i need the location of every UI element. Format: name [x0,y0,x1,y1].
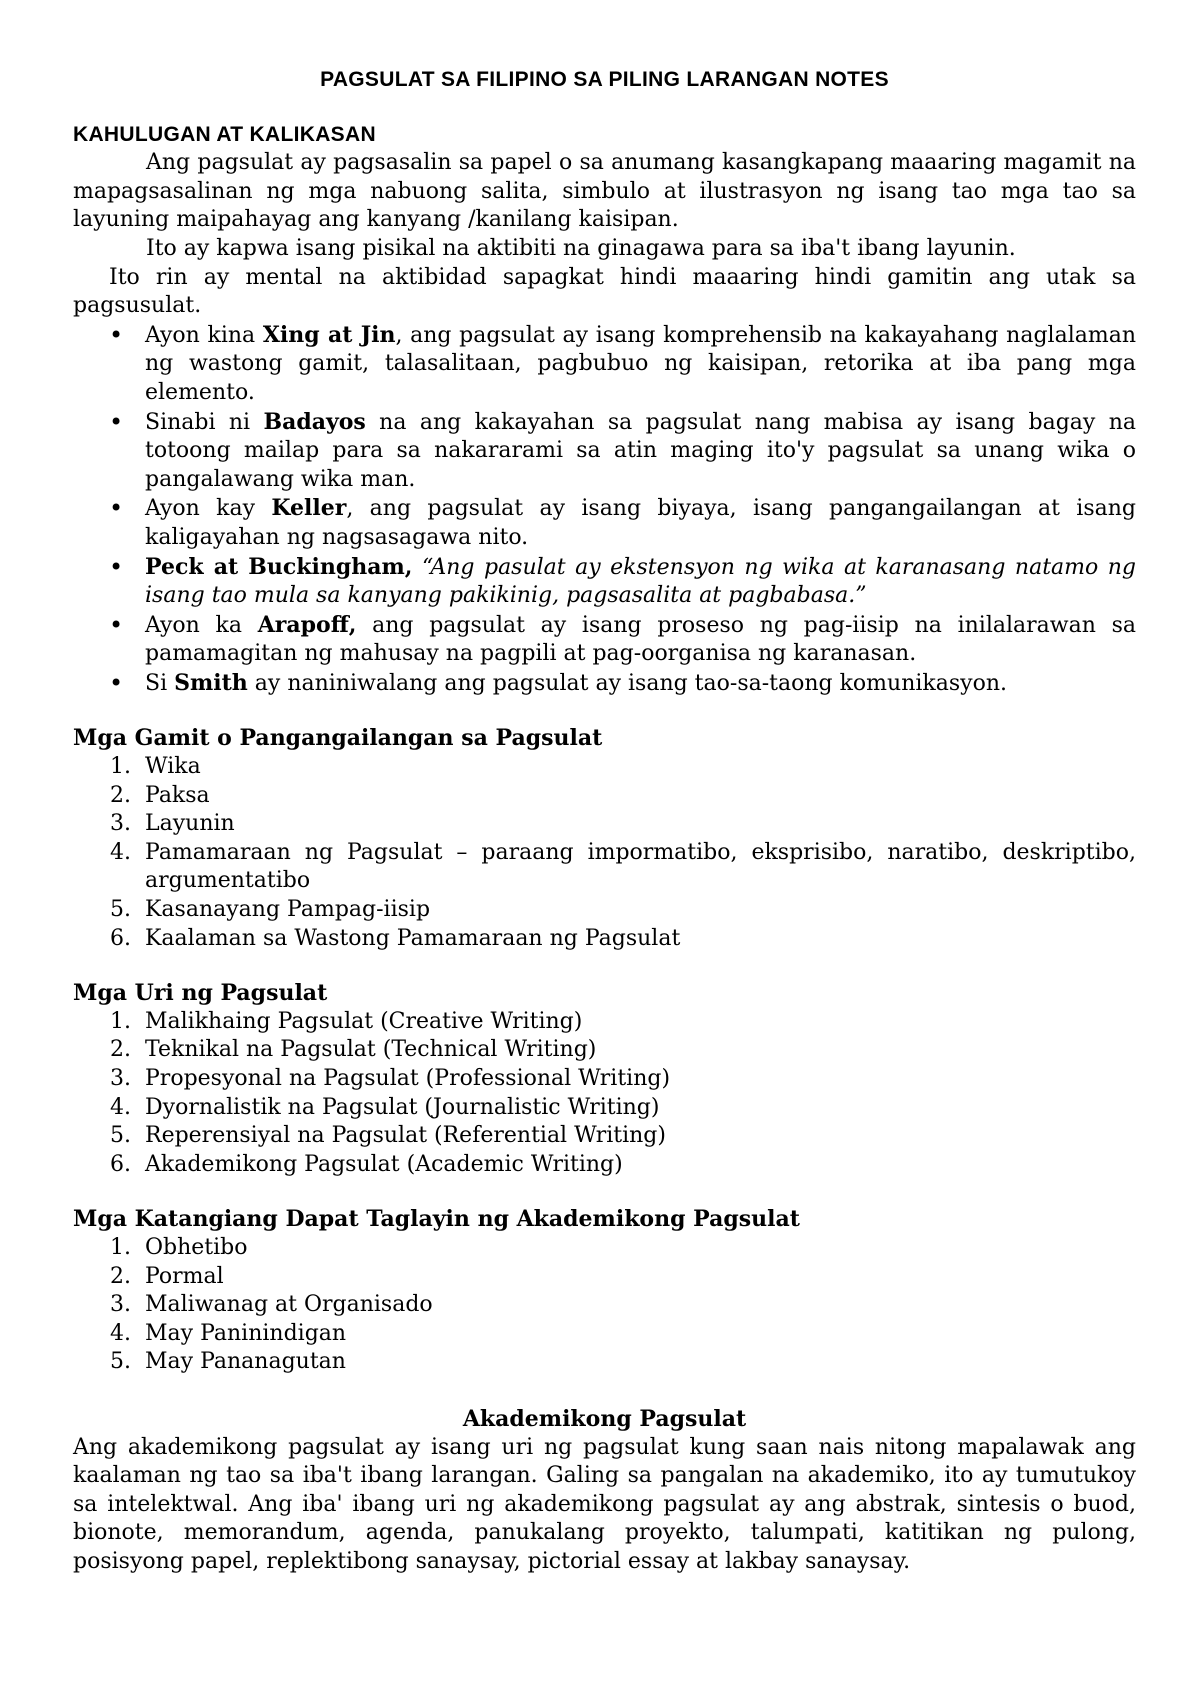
list-item: 6. Kaalaman sa Wastong Pamamaraan ng Pagsulat [110,925,681,951]
numbered-list-gamit [73,753,1136,953]
author-name: Keller [271,495,347,522]
section-heading-uri: Mga Uri ng Pagsulat [73,980,328,1007]
list-item [145,553,1136,611]
list-item: 5. May Pananagutan [110,1349,346,1375]
list-item: 2. Paksa [110,782,210,808]
definitions-list [73,321,1136,699]
paragraph: Ang akademikong pagsulat ay isang uri ng pagsulat kung saan nais nitong mapalawak ang kaalaman ng tao sa iba't ibang larangan. Galing sa pangalan na akademiko, ito ay tumutukoy sa intelektwal. Ang iba' ibang uri ng akademikong pagsulat ay ang abstrak, sintesis o buod, bionote, memorandum, agenda, panukalang proyekto, talumpati, katitikan ng pulong, posisyong papel, replektibong sanaysay, pictorial essay at lakbay sanaysay. [73,1434,1136,1574]
section-heading-gamit: Mga Gamit o Pangangailangan sa Pagsulat [73,725,603,752]
quote: “Ang pasulat ay ekstensyon ng wika at karanasang natamo ng isang tao mula sa kanyang pakikinig, pagsasalita at pagbabasa.” [145,554,1136,609]
list-item: 5. Reperensiyal na Pagsulat (Referential Writing) [110,1123,666,1149]
list-item: 3. Layunin [110,811,235,837]
author-name: Peck at Buckingham, [145,553,413,580]
list-item: • Ayon kina Xing at Jin, ang pagsulat ay isang komprehensib na kakayahang naglalaman ng wastong gamit, talasalitaan, pagbubuo ng kaisipan, retorika at iba pang mga elemento. [145,321,1136,408]
document-title: PAGSULAT SA FILIPINO SA PILING LARANGAN NOTES [320,68,889,91]
section-heading-kahulugan: KAHULUGAN AT KALIKASAN [73,122,376,146]
list-item: 1. Malikhaing Pagsulat (Creative Writing) [110,1008,583,1034]
list-item: 1. Wika [110,754,201,780]
list-item: 4. May Paninindigan [110,1320,347,1346]
list-item: • Ayon kay Keller, ang pagsulat ay isang biyaya, isang pangangailangan at isang kaligayahan ng nagsasagawa nito. [145,494,1136,552]
author-name: Xing at Jin [262,321,396,348]
list-item: 1. Obhetibo [110,1234,248,1260]
paragraph: Ito ay kapwa isang pisikal na aktibiti na ginagawa para sa iba't ibang layunin. [146,235,1016,261]
list-item: 5. Kasanayang Pampag-iisip [110,897,431,923]
paragraph: Ang pagsulat ay pagsasalin sa papel o sa anumang kasangkapang maaaring magamit na mapagsasalinan ng mga nabuong salita, simbulo at ilustrasyon ng isang tao mga tao sa layuning maipahayag ang kanyang /kanilang kaisipan. [73,150,1136,233]
list-item: 2. Teknikal na Pagsulat (Technical Writing) [110,1037,597,1063]
author-name: Badayos [263,408,366,435]
list-item: 3. Maliwanag at Organisado [110,1292,433,1318]
author-name: Arapoff, [257,611,357,638]
list-item: • Si Smith ay naniniwalang ang pagsulat ay isang tao-sa-taong komunikasyon. [145,669,1136,699]
list-item: 6. Akademikong Pagsulat (Academic Writing) [110,1151,623,1177]
numbered-list-uri [73,1008,1136,1180]
list-item: • Sinabi ni Badayos na ang kakayahan sa pagsulat nang mabisa ay isang bagay na totoong mailap para sa nakararami sa atin maging ito'y pagsulat sa unang wika o pangalawang wika man. [145,408,1136,495]
list-item: 4. Pamamaraan ng Pagsulat – paraang impormatibo, eksprisibo, naratibo, deskriptibo, argumentatibo [110,839,1136,894]
paragraph: Ito rin ay mental na aktibidad sapagkat hindi maaaring hindi gamitin ang utak sa pagsusulat. [73,264,1136,319]
author-name: Smith [174,669,248,696]
list-item: 3. Propesyonal na Pagsulat (Professional Writing) [110,1066,671,1091]
list-item: • Ayon ka Arapoff, ang pagsulat ay isang proseso ng pag-iisip na inilalarawan sa pamamagitan ng mahusay na pagpili at pag-oorganisa ng karanasan. [145,611,1136,669]
section-heading-akademikong-pagsulat: Akademikong Pagsulat [462,1405,747,1432]
numbered-list-katangian [73,1234,1136,1377]
section-heading-katangian: Mga Katangiang Dapat Taglayin ng Akademikong Pagsulat [73,1206,800,1233]
list-item: 2. Pormal [110,1263,224,1289]
list-item: 4. Dyornalistik na Pagsulat (Journalistic Writing) [110,1094,660,1120]
